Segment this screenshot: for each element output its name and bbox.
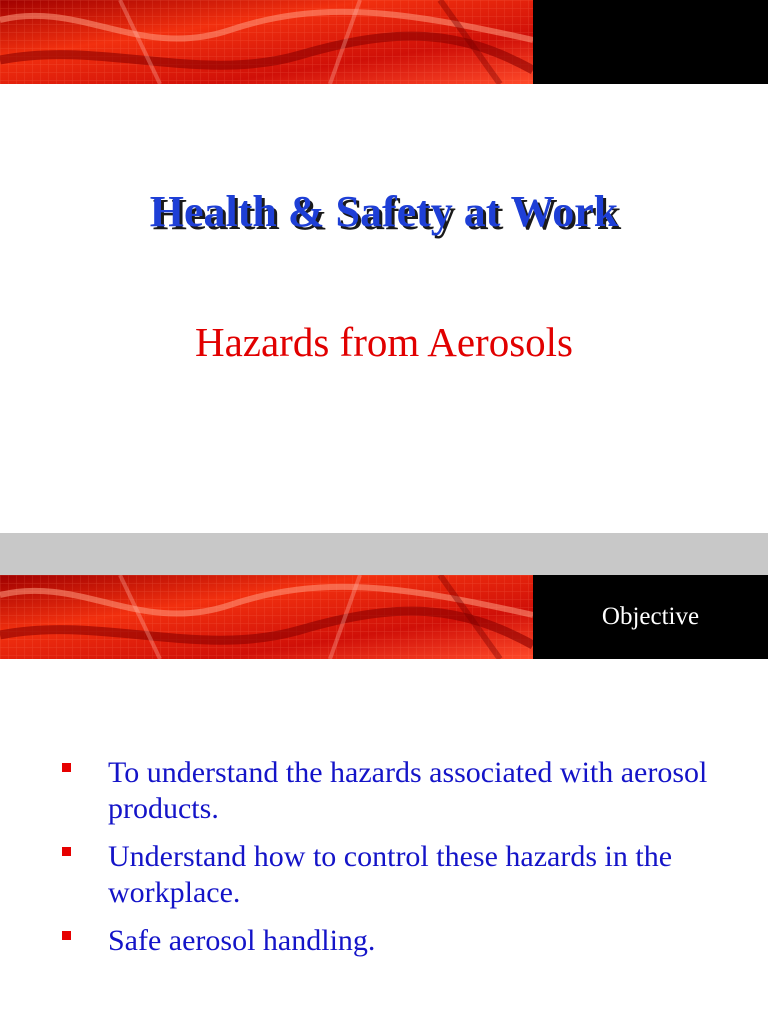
bullet-list (60, 755, 740, 971)
bullet-text: To understand the hazards associated with aerosol products. (108, 756, 708, 825)
slide-heading: Objective (601, 603, 700, 630)
slide-separator (0, 533, 768, 575)
objective-slide (0, 575, 768, 1024)
bullet-text: Understand how to control these hazards in the workplace. (108, 840, 673, 909)
banner-black-panel (533, 0, 768, 84)
list-item (60, 755, 740, 827)
slide-banner (0, 575, 768, 659)
bullet-text: Safe aerosol handling. (108, 924, 376, 957)
square-bullet-icon (62, 931, 71, 940)
slide-banner (0, 0, 768, 84)
red-pattern-banner (0, 0, 533, 84)
red-pattern-banner (0, 575, 533, 659)
slide-title: Health & Safety at Work (149, 187, 619, 236)
square-bullet-icon (62, 763, 71, 772)
list-item (60, 923, 740, 959)
list-item (60, 839, 740, 911)
square-bullet-icon (62, 847, 71, 856)
slide-subtitle: Hazards from Aerosols (194, 319, 573, 365)
